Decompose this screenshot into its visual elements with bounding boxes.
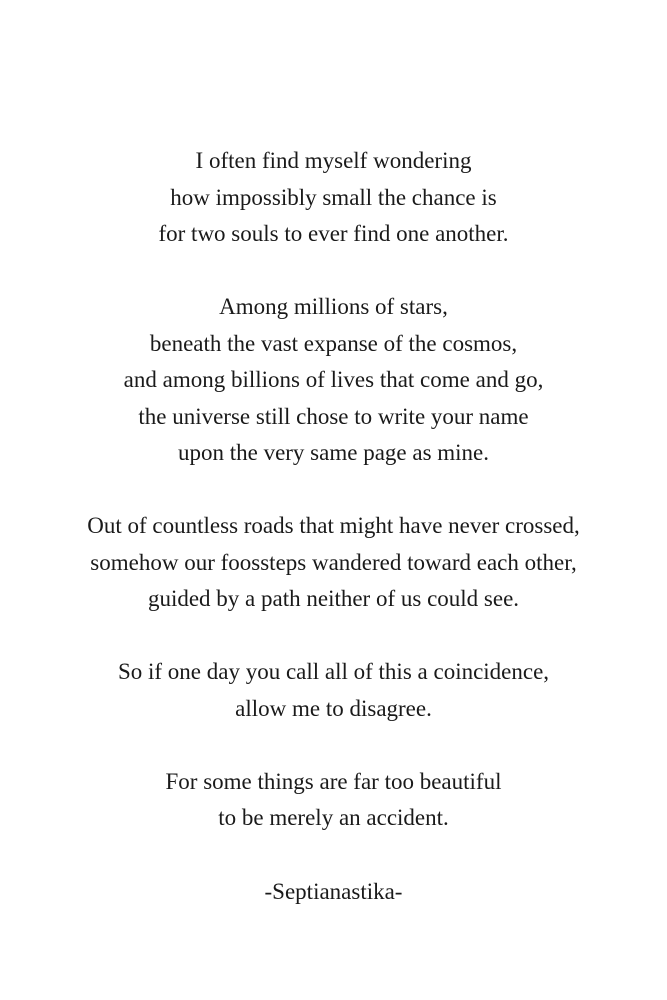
poem-line: upon the very same page as mine. — [177, 440, 490, 465]
stanza-1 — [0, 143, 667, 253]
poem-line: for two souls to ever find one another. — [158, 221, 509, 246]
poem-line: I often find myself wondering — [195, 148, 472, 173]
poem-line: beneath the vast expanse of the cosmos, — [149, 330, 518, 356]
poem-line: the universe still chose to write your name — [138, 403, 529, 429]
poem-line: how impossibly small the chance is — [170, 184, 497, 210]
stanza-5 — [0, 764, 667, 837]
poem-line: to be merely an accident. — [218, 805, 449, 830]
poem-line: and among billions of lives that come and go, — [123, 367, 544, 392]
poem-line: allow me to disagree. — [235, 695, 432, 721]
author-signature: -Septianastika- — [264, 879, 403, 904]
poem-body — [0, 143, 667, 837]
poem-line: For some things are far too beautiful — [165, 768, 502, 794]
poem-line: Among millions of stars, — [219, 294, 448, 319]
stanza-4 — [0, 654, 667, 727]
poem-line: guided by a path neither of us could see. — [147, 586, 520, 611]
poem-line: somehow our foossteps wandered toward each other, — [90, 549, 577, 575]
stanza-2 — [0, 289, 667, 472]
poem-line: So if one day you call all of this a coincidence, — [117, 659, 550, 684]
stanza-3 — [0, 508, 667, 618]
poem-line: Out of countless roads that might have never crossed, — [87, 513, 580, 538]
